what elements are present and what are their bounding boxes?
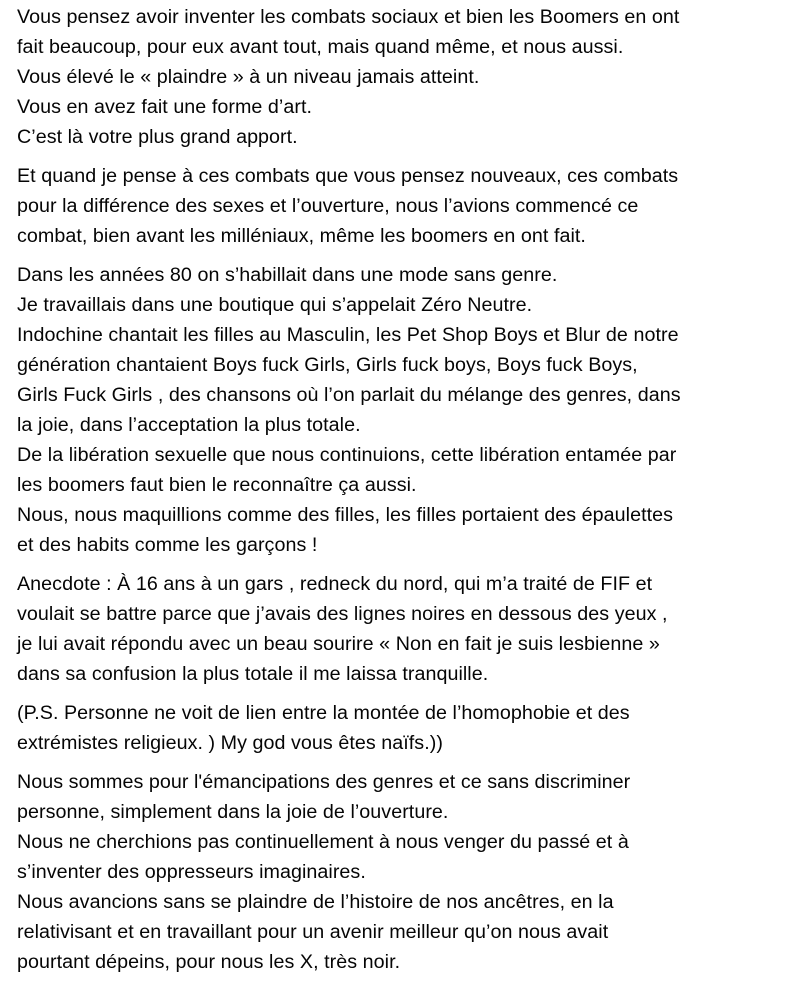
post-text-line: Nous ne cherchions pas continuellement à nous venger du passé et à [17,831,629,853]
post-text-line: Girls Fuck Girls , des chansons où l’on parlait du mélange des genres, dans [17,384,681,406]
post-text-line: dans sa confusion la plus totale il me laissa tranquille. [17,663,489,685]
post-body [17,2,787,986]
post-text-line: C’est là votre plus grand apport. [17,126,298,148]
post-text-line: De la libération sexuelle que nous continuions, cette libération entamée par [17,444,677,466]
post-text-line: personne, simplement dans la joie de l’ouverture. [17,801,449,823]
post-text-line: les boomers faut bien le reconnaître ça aussi. [17,474,417,496]
post-text-line: (P.S. Personne ne voit de lien entre la montée de l’homophobie et des [17,702,630,724]
post-paragraph [17,161,787,251]
post-text-line: combat, bien avant les milléniaux, même les boomers en ont fait. [17,225,586,247]
post-text-line: Nous sommes pour l'émancipations des genres et ce sans discriminer [17,771,631,793]
post-text-line: pourtant dépeins, pour nous les X, très noir. [17,951,401,973]
post-text-line: Vous en avez fait une forme d’art. [17,96,312,118]
post-text-line: Indochine chantait les filles au Masculin, les Pet Shop Boys et Blur de notre [17,324,679,346]
post-text-line: la joie, dans l’acceptation la plus totale. [17,414,361,436]
post-text-line: Nous, nous maquillions comme des filles, les filles portaient des épaulettes [17,504,674,526]
post-paragraph [17,2,787,152]
post-text-line: voulait se battre parce que j’avais des lignes noires en dessous des yeux , [17,603,668,625]
post-text-line: Vous pensez avoir inventer les combats sociaux et bien les Boomers en ont [17,6,680,28]
post-text-line: Nous avancions sans se plaindre de l’histoire de nos ancêtres, en la [17,891,614,913]
post-text-line: fait beaucoup, pour eux avant tout, mais quand même, et nous aussi. [17,36,624,58]
post-text-line: Anecdote : À 16 ans à un gars , redneck du nord, qui m’a traité de FIF et [17,573,653,595]
post-paragraph [17,260,787,560]
post-paragraph [17,698,787,758]
post-text-line: je lui avait répondu avec un beau sourire « Non en fait je suis lesbienne » [17,633,660,655]
post-text-line: Et quand je pense à ces combats que vous pensez nouveaux, ces combats [17,165,679,187]
post-text-line: pour la différence des sexes et l’ouverture, nous l’avions commencé ce [17,195,639,217]
post-text-line: relativisant et en travaillant pour un avenir meilleur qu’on nous avait [17,921,609,943]
post-text-line: Je travaillais dans une boutique qui s’appelait Zéro Neutre. [17,294,533,316]
post-text-line: extrémistes religieux. ) My god vous êtes naïfs.)) [17,732,443,754]
post-paragraph [17,767,787,977]
post-text-line: Dans les années 80 on s’habillait dans une mode sans genre. [17,264,558,286]
post-text-line: s’inventer des oppresseurs imaginaires. [17,861,366,883]
post-text-line: et des habits comme les garçons ! [17,534,318,556]
post-text-line: génération chantaient Boys fuck Girls, Girls fuck boys, Boys fuck Boys, [17,354,638,376]
post-paragraph [17,569,787,689]
post-text-line: Vous élevé le « plaindre » à un niveau jamais atteint. [17,66,480,88]
